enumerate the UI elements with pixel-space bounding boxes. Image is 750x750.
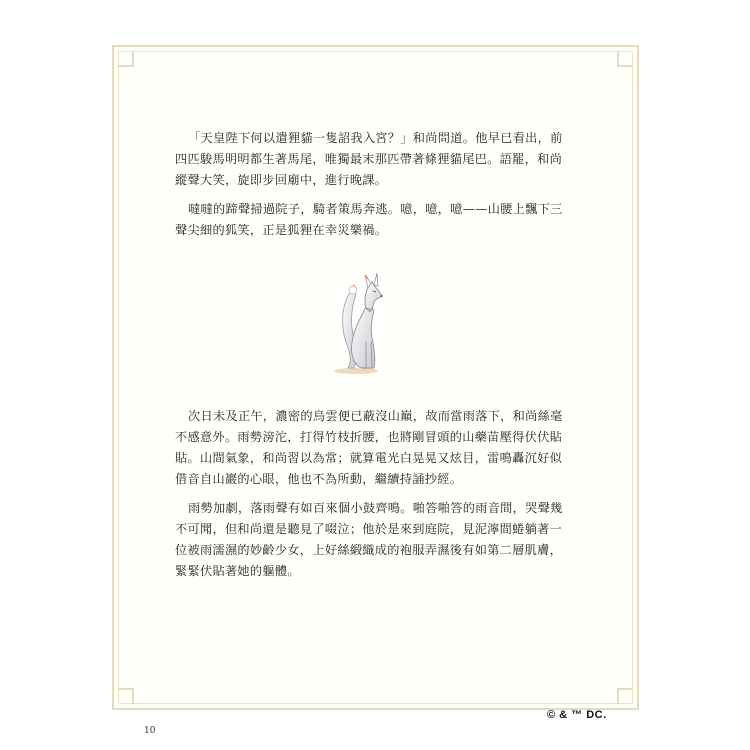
frame-corner-bottom-right <box>617 688 633 704</box>
frame-corner-bottom-left <box>118 688 134 704</box>
frame-corner-top-left <box>118 51 134 67</box>
paragraph-1: 「天皇陛下何以遣狸貓一隻詔我入宮？」和尚問道。他早已看出，前四匹駿馬明明都生著馬尾，唯獨最末那匹帶著條狸貓尾巴。語罷，和尚縱聲大笑，旋即步回廟中，進行晚課。 <box>175 131 563 187</box>
paragraph-3: 次日未及正午，濃密的烏雲便已蔽沒山巔，故而當雨落下，和尚絲毫不感意外。雨勢滂沱，打得竹枝折腰，也將剛冒頭的山藥苗壓得伏伏貼貼。山間氣象，和尚習以為常；就算電光白晃晃又炫目，雷鳴轟沉好似借音自山巖的心眼，他也不為所動，繼續持誦抄經。 <box>175 409 563 486</box>
paragraph-4: 雨勢加劇，落雨聲有如百來個小鼓齊鳴。啪答啪答的雨音間，哭聲幾不可聞，但和尚還是聽見了啜泣；他於是來到庭院，見泥濘間蜷躺著一位被雨濡濕的妙齡少女，上好絲緞織成的袍服弄濕後有如第二層肌膚，緊緊伏貼著她的軀體。 <box>175 501 563 578</box>
paragraph-2: 噠噠的蹄聲掃過院子，騎者策馬奔逃。噫，噫，噫——山腰上飄下三聲尖細的狐笑，正是狐狸在幸災樂禍。 <box>175 202 563 237</box>
frame-corner-top-right <box>617 51 633 67</box>
page-number: 10 <box>144 726 156 736</box>
fox-illustration <box>326 272 386 376</box>
copyright-notice: © & ™ DC. <box>547 709 607 721</box>
